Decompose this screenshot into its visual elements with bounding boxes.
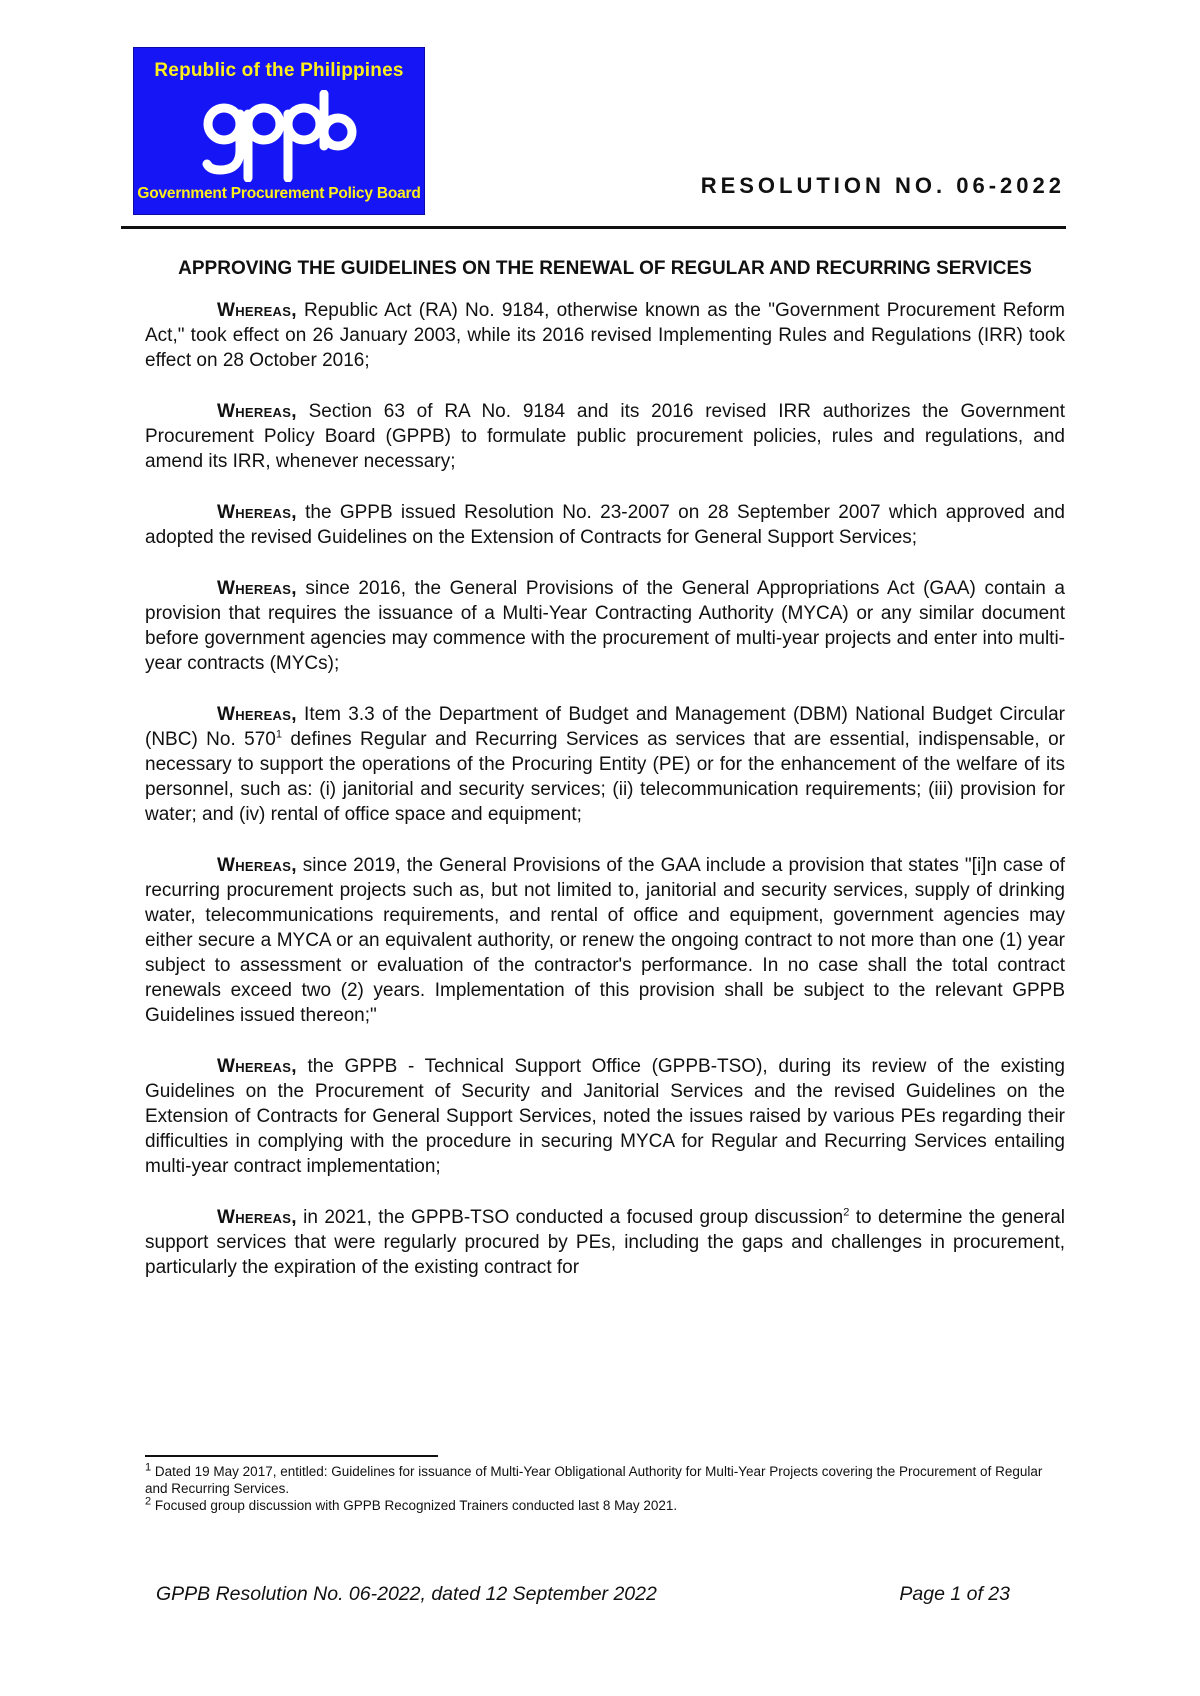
whereas-lead: Whereas, (217, 855, 297, 876)
footnote (145, 1497, 1065, 1514)
paragraph-text: in 2021, the GPPB-TSO conducted a focused group discussion (296, 1207, 844, 1228)
document-body (145, 256, 1065, 1306)
whereas-lead: Whereas, (217, 1056, 297, 1077)
whereas-lead: Whereas, (217, 578, 297, 599)
resolution-number: RESOLUTION NO. 06-2022 (700, 173, 1065, 198)
paragraph-text: defines Regular and Recurring Services as services that are essential, indispensable, or necessary to support the operations of the Procuring Entity (PE) or for the enhancement of the welfare of its personnel, such as: (i) janitorial and security services; (ii) telecommunication requirements; (iii) provision for water; and (iv) rental of office space and equipment; (145, 729, 1065, 825)
paragraph-text: Section 63 of RA No. 9184 and its 2016 revised IRR authorizes the Government Procurement Policy Board (GPPB) to formulate public procurement policies, rules and regulations, and amend its IRR, whenever necessary; (145, 401, 1065, 472)
footnote (145, 1463, 1065, 1497)
footnote-ref[interactable]: 1 (275, 728, 282, 741)
paragraph-text: Item 3.3 of the Department of Budget and Management (DBM) National Budget Circular (NBC) No. 570 (145, 704, 1065, 750)
footnote-ref[interactable]: 2 (843, 1206, 850, 1219)
paragraph-text: the GPPB - Technical Support Office (GPPB-TSO), during its review of the existing Guidelines on the Procurement of Security and Janitorial Services and the revised Guidelines on the Extension of Contracts for General Support Services, noted the issues raised by various PEs regarding their difficulties in complying with the procedure in securing MYCA for Regular and Recurring Services entailing multi-year contract implementation; (145, 1056, 1065, 1177)
paragraph-text: since 2016, the General Provisions of the General Appropriations Act (GAA) contain a provision that requires the issuance of a Multi-Year Contracting Authority (MYCA) or any similar document before government agencies may commence with the procurement of multi-year projects and enter into multi-year contracts (MYCs); (145, 578, 1065, 674)
whereas-paragraph (145, 853, 1065, 1028)
footer-citation: GPPB Resolution No. 06-2022, dated 12 September 2022 (156, 1583, 657, 1605)
footnote-text: Focused group discussion with GPPB Recognized Trainers conducted last 8 May 2021. (151, 1498, 678, 1513)
gppb-logo (133, 47, 425, 215)
whereas-lead: Whereas, (217, 401, 297, 422)
logo-bottom-text: Government Procurement Policy Board (137, 185, 421, 202)
paragraph-text: to determine the general support services that were regularly procured by PEs, including the gaps and challenges in procurement, particularly the expiration of the existing contract for (145, 1207, 1065, 1278)
paragraph-text: since 2019, the General Provisions of the GAA include a provision that states "[i]n case of recurring procurement projects such as, but not limited to, janitorial and security services, supply of drinking water, telecommunications requirements, and rental of office and equipment, government agencies may either secure a MYCA or an equivalent authority, or renew the ongoing contract to not more than one (1) year subject to assessment or evaluation of the contractor's performance. In no case shall the total contract renewals exceed two (2) years. Implementation of this provision shall be subject to the relevant GPPB Guidelines issued thereon;" (145, 855, 1065, 1026)
page-footer (156, 1583, 1010, 1606)
whereas-paragraph (145, 702, 1065, 827)
paragraph-text: the GPPB issued Resolution No. 23-2007 on 28 September 2007 which approved and adopted the revised Guidelines on the Extension of Contracts for General Support Services; (145, 502, 1065, 548)
gppb-wordmark-logo (202, 90, 358, 182)
whereas-lead: Whereas, (217, 1207, 297, 1228)
whereas-lead: Whereas, (217, 704, 297, 725)
page-number: Page 1 of 23 (899, 1583, 1010, 1605)
whereas-paragraph (145, 576, 1065, 676)
paragraph-text: Republic Act (RA) No. 9184, otherwise known as the "Government Procurement Reform Act," took effect on 26 January 2003, while its 2016 revised Implementing Rules and Regulations (IRR) took effect on 28 October 2016; (145, 300, 1065, 371)
footnote-divider (145, 1455, 438, 1457)
footnotes (145, 1463, 1065, 1514)
footnote-number: 2 (145, 1495, 152, 1508)
whereas-paragraph (145, 1054, 1065, 1179)
footnote-text: Dated 19 May 2017, entitled: Guidelines for issuance of Multi-Year Obligational Authority for Multi-Year Projects covering the Procurement of Regular and Recurring Services. (145, 1464, 1043, 1496)
whereas-paragraph (145, 399, 1065, 474)
whereas-lead: Whereas, (217, 300, 297, 321)
whereas-paragraph (145, 500, 1065, 550)
header-divider (121, 226, 1066, 229)
logo-top-text: Republic of the Philippines (154, 60, 404, 81)
whereas-paragraph (145, 1205, 1065, 1280)
whereas-lead: Whereas, (217, 502, 297, 523)
footnote-number: 1 (145, 1461, 152, 1474)
whereas-paragraph (145, 298, 1065, 373)
document-title: APPROVING THE GUIDELINES ON THE RENEWAL OF REGULAR AND RECURRING SERVICES (178, 258, 1032, 279)
